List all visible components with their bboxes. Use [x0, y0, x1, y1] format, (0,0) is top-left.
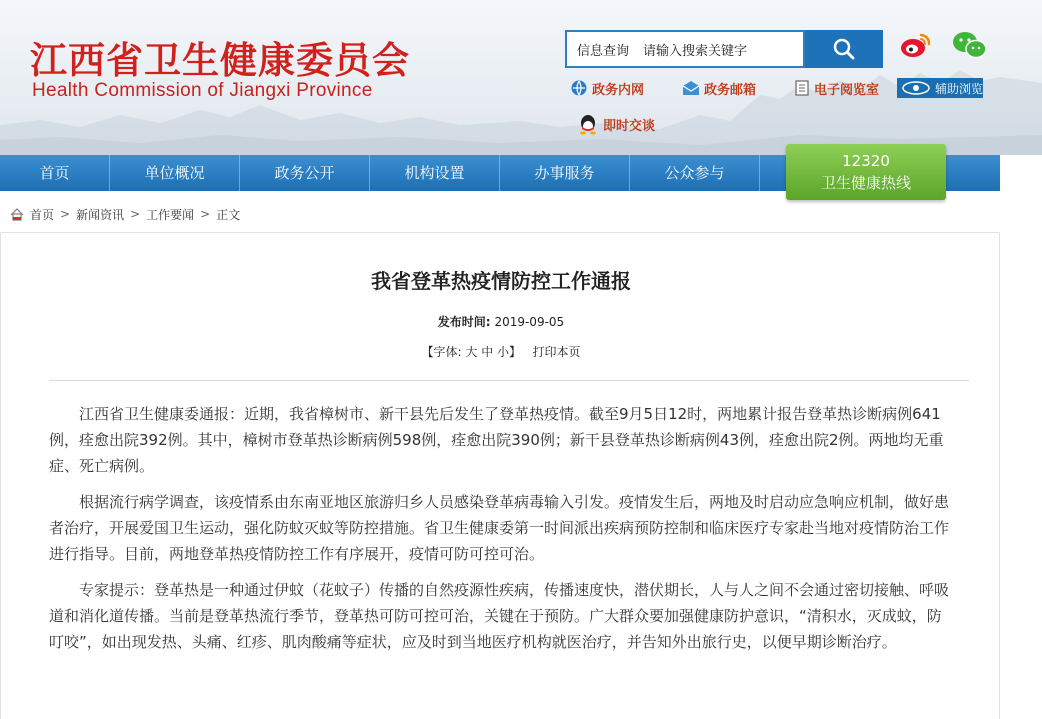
search-button[interactable]	[805, 30, 883, 68]
quick-link-label: 即时交谈	[603, 118, 656, 134]
weibo-icon	[899, 31, 933, 59]
home-icon	[10, 208, 24, 221]
nav-item-home[interactable]: 首页	[0, 155, 110, 191]
globe-icon	[570, 79, 588, 97]
article-meta	[1, 313, 1001, 330]
site-title-cn[interactable]: 江西省卫生健康委员会	[30, 38, 410, 82]
mail-icon	[682, 80, 700, 96]
chevron-right-icon: >	[60, 207, 71, 221]
nav-item-participation[interactable]: 公众参与	[630, 155, 760, 191]
quick-link-label: 政务邮箱	[704, 82, 757, 98]
nav-item-organization[interactable]: 机构设置	[370, 155, 500, 191]
search-scope-select[interactable]: 信息查询	[577, 43, 630, 59]
font-size-close-bracket: 】	[509, 345, 522, 359]
search-input[interactable]: 请输入搜索关键字	[643, 43, 748, 59]
font-size-small-button[interactable]: 小	[497, 345, 510, 359]
breadcrumb-item-news[interactable]: 新闻资讯	[76, 207, 125, 222]
article-title: 我省登革热疫情防控工作通报	[371, 269, 631, 293]
weibo-link[interactable]	[898, 30, 934, 60]
article-tools	[1, 343, 1001, 360]
font-size-label: 【字体:	[421, 345, 462, 359]
article-paragraph: 专家提示：登革热是一种通过伊蚊（花蚊子）传播的自然疫源性疾病，传播速度快，潜伏期长，人与人之间不会通过密切接触、呼吸道和消化道传播。当前是登革热流行季节，登革热可防可控可治，关键在于预防。广大群众要加强健康防护意识，“清积水，灭成蚊，防叮咬”，如出现发热、头痛、红疹、肌肉酸痛等症状，应及时到当地医疗机构就医治疗，并告知外出旅行史，以便早期诊断治疗。	[49, 581, 950, 651]
search-icon	[833, 38, 855, 60]
publish-date: 2019-09-05	[494, 315, 565, 329]
article-paragraph: 根据流行病学调查，该疫情系由东南亚地区旅游归乡人员感染登革病毒输入引发。疫情发生后，两地及时启动应急响应机制，做好患者治疗，开展爱国卫生运动，强化防蚊灭蚊等防控措施。省卫生健康委第一时间派出疾病预防控制和临床医疗专家赴当地对疫情防治工作进行指导。目前，两地登革热疫情防控工作有序展开，疫情可防可控可治。	[49, 493, 950, 563]
quick-link-reading-room[interactable]	[794, 78, 879, 98]
nav-item-about[interactable]: 单位概况	[110, 155, 240, 191]
quick-link-label: 政务内网	[592, 82, 645, 98]
font-size-large-button[interactable]: 大	[465, 345, 478, 359]
print-page-button[interactable]: 打印本页	[532, 345, 581, 359]
wechat-icon	[952, 30, 988, 60]
font-size-medium-button[interactable]: 中	[481, 345, 494, 359]
article-panel	[0, 232, 1000, 719]
breadcrumb	[10, 205, 240, 223]
nav-item-services[interactable]: 办事服务	[500, 155, 630, 191]
wechat-link[interactable]	[952, 30, 988, 60]
quick-link-chat[interactable]	[577, 114, 655, 134]
hotline-button[interactable]	[786, 144, 946, 200]
search-box[interactable]	[565, 30, 805, 68]
breadcrumb-item-home[interactable]: 首页	[30, 207, 55, 222]
article-divider	[49, 380, 969, 381]
qq-icon	[577, 113, 599, 135]
assisted-browsing-button[interactable]	[897, 78, 983, 98]
hotline-label: 卫生健康热线	[820, 174, 911, 192]
quick-link-mail[interactable]	[682, 78, 756, 98]
breadcrumb-item-current: 正文	[216, 207, 241, 222]
chevron-right-icon: >	[130, 207, 141, 221]
hotline-number: 12320	[842, 152, 890, 170]
article-body	[49, 401, 954, 665]
eye-icon	[901, 81, 931, 95]
nav-item-gov-affairs[interactable]: 政务公开	[240, 155, 370, 191]
article-paragraph: 江西省卫生健康委通报：近期，我省樟树市、新干县先后发生了登革热疫情。截至9月5日12时，两地累计报告登革热诊断病例641例，痊愈出院392例。其中，樟树市登革热诊断病例598例，痊愈出院390例；新干县登革热诊断病例43例，痊愈出院2例。两地均无重症、死亡病例。	[49, 405, 944, 475]
quick-link-intranet[interactable]	[570, 78, 644, 98]
book-icon	[794, 80, 810, 96]
site-header	[0, 0, 1042, 155]
publish-date-label: 发布时间:	[437, 315, 491, 329]
chevron-right-icon: >	[200, 207, 211, 221]
breadcrumb-item-work-news[interactable]: 工作要闻	[146, 207, 195, 222]
quick-link-label: 电子阅览室	[814, 82, 880, 98]
assisted-browsing-label: 辅助浏览	[934, 81, 983, 96]
site-title-en[interactable]: Health Commission of Jiangxi Province	[32, 80, 373, 101]
